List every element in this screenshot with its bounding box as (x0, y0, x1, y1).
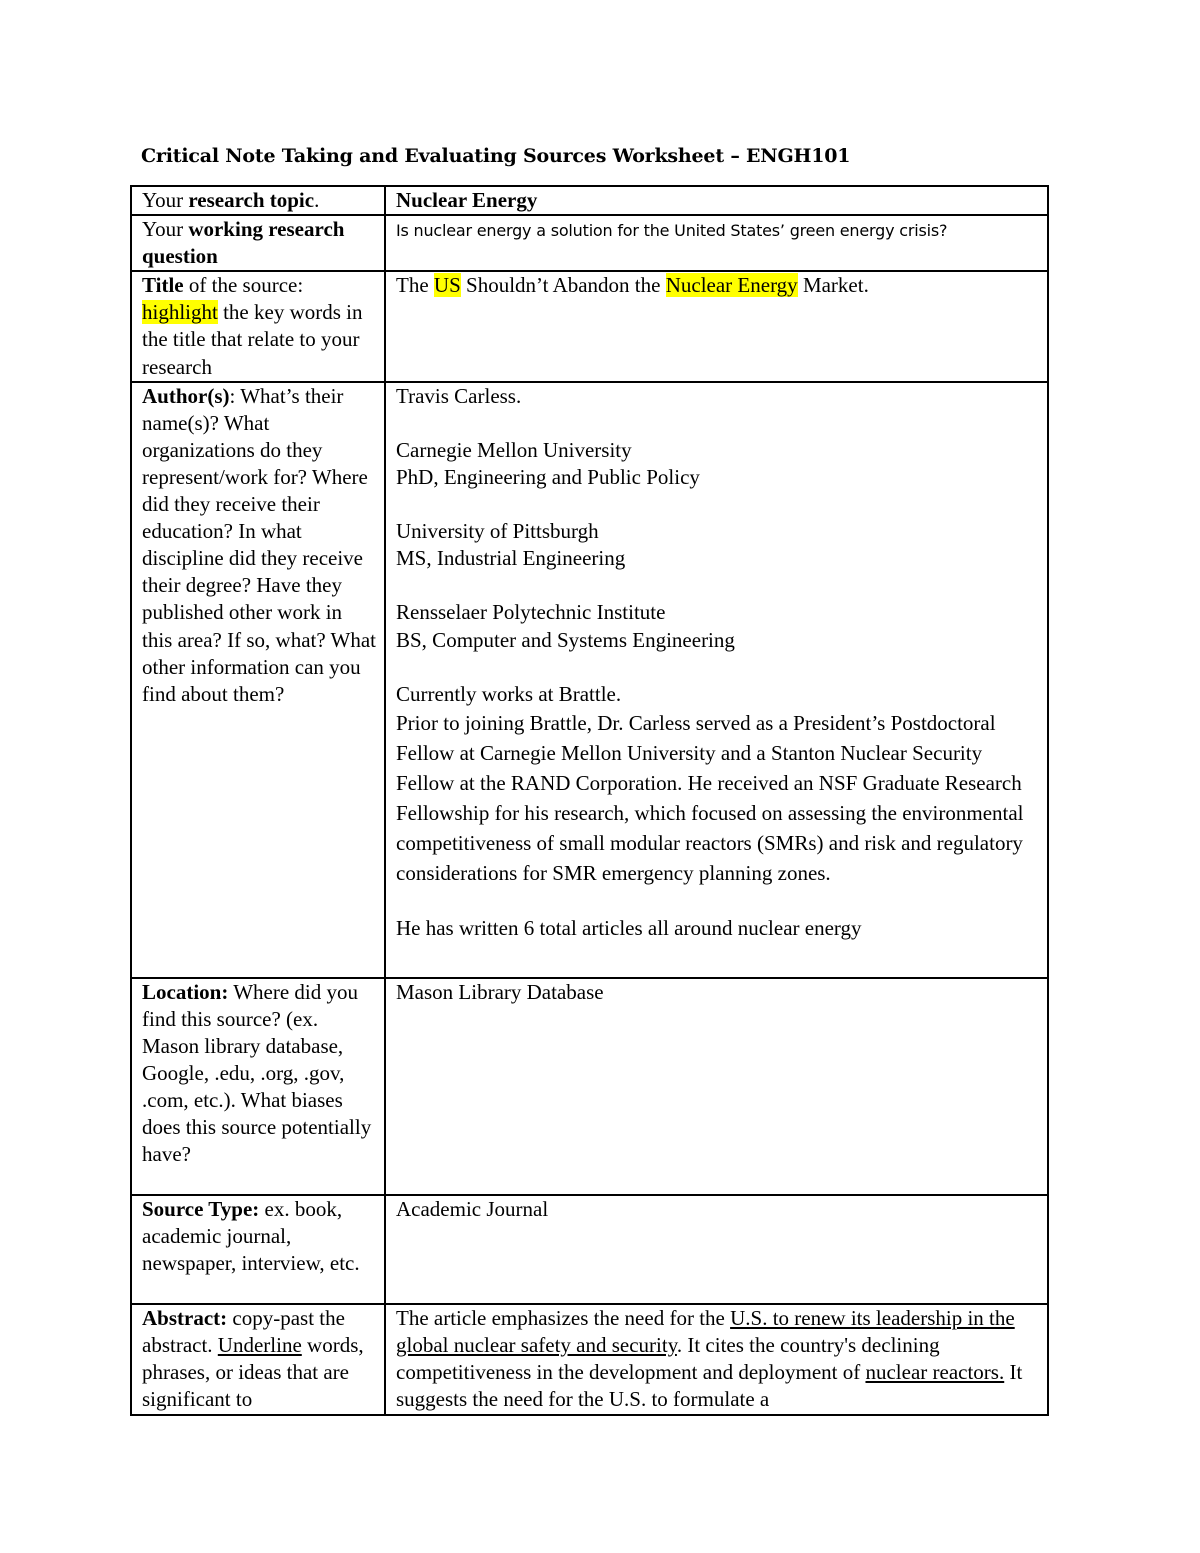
location-label: Location: Where did you find this source? (ex. Mason library database, Google, .edu, .org, .gov, .com, etc.). What biases does this source potentially have? (131, 978, 385, 1195)
source-title-value: The US Shouldn’t Abandon the Nuclear Energy Market. (385, 271, 1048, 381)
source-type-label: Source Type: ex. book, academic journal, newspaper, interview, etc. (131, 1195, 385, 1304)
edu1-school: Carnegie Mellon University (396, 437, 632, 462)
row-authors (131, 382, 1048, 978)
row-location (131, 978, 1048, 1195)
author-name: Travis Carless. (396, 383, 522, 408)
abstract-value: The article emphasizes the need for the U.S. to renew its leadership in the global nuclear safety and security. It cites the country's declining competitiveness in the development and deployment of nuclear reactors. It suggests the need for the U.S. to formulate a (385, 1304, 1048, 1415)
edu2-school: University of Pittsburgh (396, 519, 599, 544)
source-type-value: Academic Journal (385, 1195, 1048, 1304)
edu3-school: Rensselaer Polytechnic Institute (396, 600, 666, 625)
row-research-question (131, 215, 1048, 271)
location-value: Mason Library Database (385, 978, 1048, 1195)
row-source-type (131, 1195, 1048, 1304)
row-abstract (131, 1304, 1048, 1415)
abstract-label: Abstract: copy-past the abstract. Underline words, phrases, or ideas that are significant to (131, 1304, 385, 1415)
edu1-degree: PhD, Engineering and Public Policy (396, 464, 700, 489)
worksheet-table (130, 185, 1049, 1416)
articles-count: He has written 6 total articles all around nuclear energy (396, 915, 862, 940)
source-title-label: Title of the source: highlight the key words in the title that relate to your research (131, 271, 385, 381)
row-source-title (131, 271, 1048, 381)
work-current: Currently works at Brattle. (396, 681, 622, 706)
page-title: Critical Note Taking and Evaluating Sources Worksheet – ENGH101 (141, 145, 851, 167)
work-bio: Prior to joining Brattle, Dr. Carless served as a President’s Postdoctoral Fellow at Carnegie Mellon University and a Stanton Nuclear Security Fellow at the RAND Corporation. He received an NSF Graduate Research Fellowship for his research, which focused on assessing the environmental competitiveness of small modular reactors (SMRs) and risk and regulatory considerations for SMR emergency planning zones. (396, 710, 1024, 885)
row-research-topic (131, 186, 1048, 215)
research-topic-label: Your research topic. (131, 186, 385, 215)
research-question-value: Is nuclear energy a solution for the United States’ green energy crisis? (385, 215, 1048, 271)
authors-label: Author(s): What’s their name(s)? What organizations do they represent/work for? Where did they receive their education? In what discipline did they receive their degree? Have they published other work in this area? If so, what? What other information can you find about them? (131, 382, 385, 978)
edu3-degree: BS, Computer and Systems Engineering (396, 627, 735, 652)
authors-value (385, 382, 1048, 978)
research-topic-value: Nuclear Energy (385, 186, 1048, 215)
research-question-label: Your working research question (131, 215, 385, 271)
edu2-degree: MS, Industrial Engineering (396, 546, 626, 571)
